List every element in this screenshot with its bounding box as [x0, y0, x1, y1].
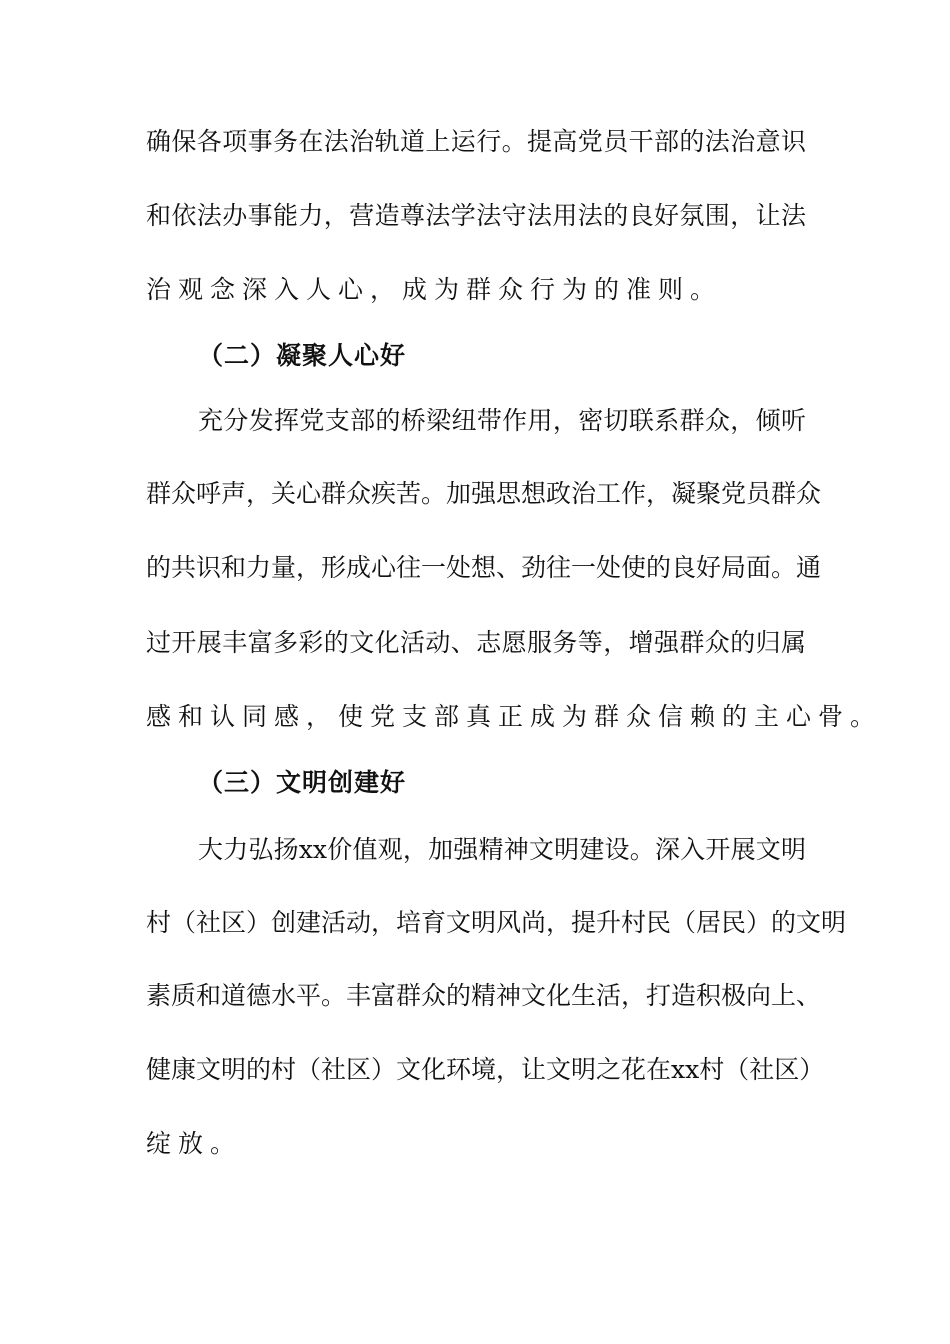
- text-line: 确保各项事务在法治轨道上运行。提高党员干部的法治意识: [146, 127, 806, 156]
- text-line: 绽放。: [146, 1129, 243, 1158]
- text-line: 素质和道德水平。丰富群众的精神文化生活，打造积极向上、: [146, 981, 822, 1010]
- text-line: 充分发挥党支部的桥梁纽带作用，密切联系群众，倾听: [198, 406, 806, 435]
- section-heading-2: （二）凝聚人心好: [198, 341, 407, 370]
- text-line: 治观念深入人心，成为群众行为的准则。: [146, 275, 723, 304]
- text-line: 群众呼声，关心群众疾苦。加强思想政治工作，凝聚党员群众: [146, 479, 822, 508]
- text-line: 村（社区）创建活动，培育文明风尚，提升村民（居民）的文明: [146, 908, 847, 937]
- text-line: 过开展丰富多彩的文化活动、志愿服务等，增强群众的归属: [146, 628, 806, 657]
- text-line: 健康文明的村（社区）文化环境，让文明之花在xx村（社区）: [146, 1055, 825, 1084]
- text-line: 和依法办事能力，营造尊法学法守法用法的良好氛围，让法: [146, 201, 806, 230]
- section-heading-3: （三）文明创建好: [198, 768, 407, 797]
- text-line: 的共识和力量，形成心往一处想、劲往一处使的良好局面。通: [146, 553, 822, 582]
- text-line: 感和认同感，使党支部真正成为群众信赖的主心骨。: [146, 702, 883, 731]
- text-line: 大力弘扬xx价值观，加强精神文明建设。深入开展文明: [198, 835, 806, 864]
